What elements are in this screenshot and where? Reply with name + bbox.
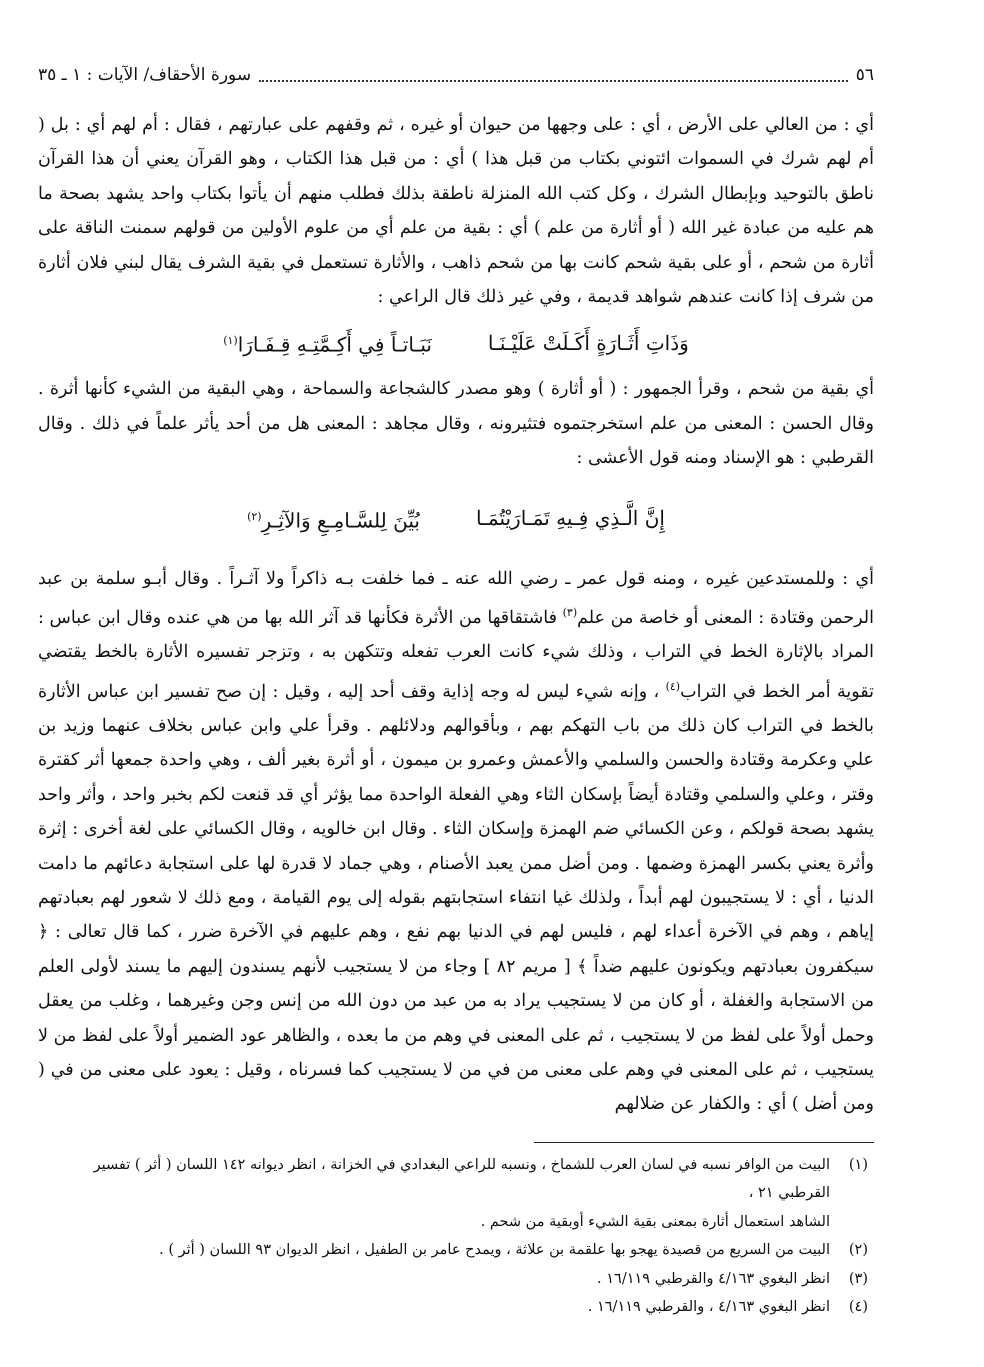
main-text — [38, 108, 874, 1122]
footnote-ref-3: (٣) — [562, 606, 578, 620]
paragraph-3 — [38, 562, 874, 1122]
footnote-2 — [38, 1236, 868, 1265]
footnote-1-continuation: الشاهد استعمال أثارة بمعنى بقية الشيء أوبقية من شحم . — [480, 1213, 830, 1230]
verse-2-hemistich-2-wrap — [247, 500, 420, 538]
header-dotted-leader — [259, 68, 848, 82]
verse-1-hemistich-2: نَبَـاتـاً فِي أَكِـمَّتِـهِ قِـفَـارَا — [237, 333, 432, 358]
verse-2-hemistich-2: بُيِّنَ لِلسَّـامِـعِ وَالآثِـرِ — [261, 508, 420, 533]
footnote-text: البيت من الوافر نسبه في لسان العرب للشماخ ، ونسبه للراعي البغدادي في الخزانة ، انظر ديوانه ١٤٢ اللسان ( أثر ) تفسير القرطبي ٢١ ، — [93, 1156, 830, 1202]
verse-1 — [38, 314, 874, 372]
verse-2-footnote-ref: (٢) — [247, 509, 262, 523]
paragraph-1: أي : من العالي على الأرض ، أي : على وجهها من حيوان أو غيره ، ثم وقفهم على عبارتهم ، فقال : أم لهم أي : بل ( أم لهم شرك في السموات ائتوني بكتاب من قبل هذا ) أي : من قبل هذا الكتاب ، وهو القرآن يعني أن هذا القرآن ناطق بالتوحيد وبإبطال الشرك ، وكل كتب الله المنزلة ناطقة بذلك فطلب منهم أن يأتوا بكتاب واحد يشهد بصحة ما هم عليه من عبادة غير الله ( أو أثارة من علم ) أي : بقية من علم أي من علوم الأولين من قولهم سمنت الناقة على أثارة من شحم ، أو على بقية شحم كانت بها من شحم ذاهب ، والأثارة تستعمل في بقية الشرف يقال لبني فلان أثارة من شرف إذا كانت عندهم شواهد قديمة ، وفي غير ذلك قال الراعي : — [38, 115, 874, 308]
footnotes — [38, 1151, 874, 1322]
paragraph-3-part-b: فاشتقاقها من الأثرة فكأنها قد آثر الله بها من هي عنده وقال ابن عباس : المراد بالإثارة الخط في التراب ، وذلك شيء كانت العرب تفعله وتتكهن به ، وتزجر تفسيره الأثارة بالخط يقتضي تقوية أمر الخط في التراب — [38, 607, 874, 702]
footnote-ref-4: (٤) — [665, 679, 681, 693]
footnote-number: (٣) — [848, 1270, 868, 1287]
footnote-separator — [534, 1142, 874, 1143]
running-header — [38, 62, 874, 88]
page-number: ٥٦ — [855, 65, 874, 85]
footnote-3 — [38, 1265, 868, 1294]
footnote-text: انظر البغوي ٤/١٦٣ ، والقرطبي ١٦/١١٩ . — [587, 1299, 830, 1316]
verse-2 — [38, 490, 874, 548]
footnote-4 — [38, 1293, 868, 1322]
footnote-text: البيت من السريع من قصيدة يهجو بها علقمة بن علاثة ، ويمدح عامر بن الطفيل ، انظر الديوان ٩٣ اللسان ( أثر ) . — [159, 1242, 830, 1259]
footnote-text: انظر البغوي ٤/١٦٣ والقرطبي ١٦/١١٩ . — [597, 1270, 830, 1287]
paragraph-2: أي بقية من شحم ، وقرأ الجمهور : ( أو أثارة ) وهو مصدر كالشجاعة والسماحة ، وهي البقية من الشيء كأنها أثرة . وقال الحسن : المعنى من علم استخرجتموه فتثيرونه ، وقال مجاهد : المعنى هل من أحد يأثر علماً في ذلك . وقال القرطبي : هو الإسناد ومنه قول الأعشى : — [38, 379, 874, 469]
running-title: سورة الأحقاف/ الآيات : ١ ـ ٣٥ — [38, 65, 252, 85]
footnote-number: (٤) — [848, 1299, 868, 1316]
verse-2-hemistich-1: إِنَّ الَّـذِي فِـيهِ تَمَـارَيْتُمَـا — [475, 506, 665, 531]
paragraph-3-part-a: أي : وللمستدعين غيره ، ومنه قول عمر ـ رضي الله عنه ـ فما خلفت بـه ذاكراً ولا آثـراً . وقال أبـو سلمة بن عبد الرحمن وقتادة : المعنى أو خاصة من علم — [38, 568, 874, 628]
footnote-1 — [38, 1151, 868, 1208]
footnote-number: (٢) — [848, 1242, 868, 1259]
paragraph-3-part-c: ، وإنه شيء ليس له وجه إذاية وقف أحد إليه ، وقيل : إن صح تفسير ابن عباس الأثارة بالخط في التراب كان ذلك من باب التهكم بهم ، وبأقوالهم ودلائلهم . وقرأ علي وابن عباس بخلاف عنهما وزيد بن علي وعكرمة وقتادة والحسن والسلمي والأعمش وعمرو بن ميمون ، أو أثرة بغير ألف ، وهي واحدة جمعها أثر كقترة وقتر ، وعلي والسلمي وقتادة أيضاً بإسكان الثاء وهي الفعلة الواحدة مما يؤثر أي قد قنعت لكم بخبر واحد ، وأثر واحد يشهد بصحة قولكم ، وعن الكسائي ضم الهمزة وإسكان الثاء . وقال ابن خالويه ، وقال الكسائي على لغة أخرى : إثرة وأثرة يعني بكسر الهمزة وضمها . ومن أضل ممن يعبد الأصنام ، وهي جماد لا قدرة لها على استجابة دعائهم ما دامت الدنيا ، أي : لا يستجيبون لهم أبداً ، ولذلك غيا انتفاء استجابتهم بقوله إلى يوم القيامة ، ومع ذلك لا شعور لهم بعبادتهم إياهم ، وهم في الآخرة أعداء لهم ، فليس لهم في الدنيا بهم نفع ، وهم عليهم في الآخرة ضرر ، كما قال تعالى : ﴿ سيكفرون بعبادتهم ويكونون عليهم ضداً ﴾ [ مريم ٨٢ ] وجاء من لا يستجيب لأنهم يسندون إليهم ما يسند لأولى العلم من الاستجابة والغفلة ، أو كان من لا يستجيب يراد به من عبد من دون الله من إنس وجن وغيرهما ، وغلب من يعقل وحمل أولاً على لفظ من لا يستجيب ، ثم على المعنى في وهم من ما بعده ، والظاهر عود الضمير أولاً على لفظ من لا يستجيب ، ثم على المعنى في وهم على معنى من في من لا يستجيب كما فسرناه ، وقيل : يعود على معنى من في ( ومن أضل ) أي : والكفار عن ضلالهم — [38, 681, 874, 1115]
verse-1-hemistich-2-wrap — [223, 324, 432, 362]
verse-1-hemistich-1: وَذَاتِ أَثَـارَةٍ أَكَـلَتْ عَلَيْـنَـا — [487, 331, 689, 356]
footnote-number: (١) — [848, 1156, 868, 1173]
verse-1-footnote-ref: (١) — [223, 334, 238, 348]
